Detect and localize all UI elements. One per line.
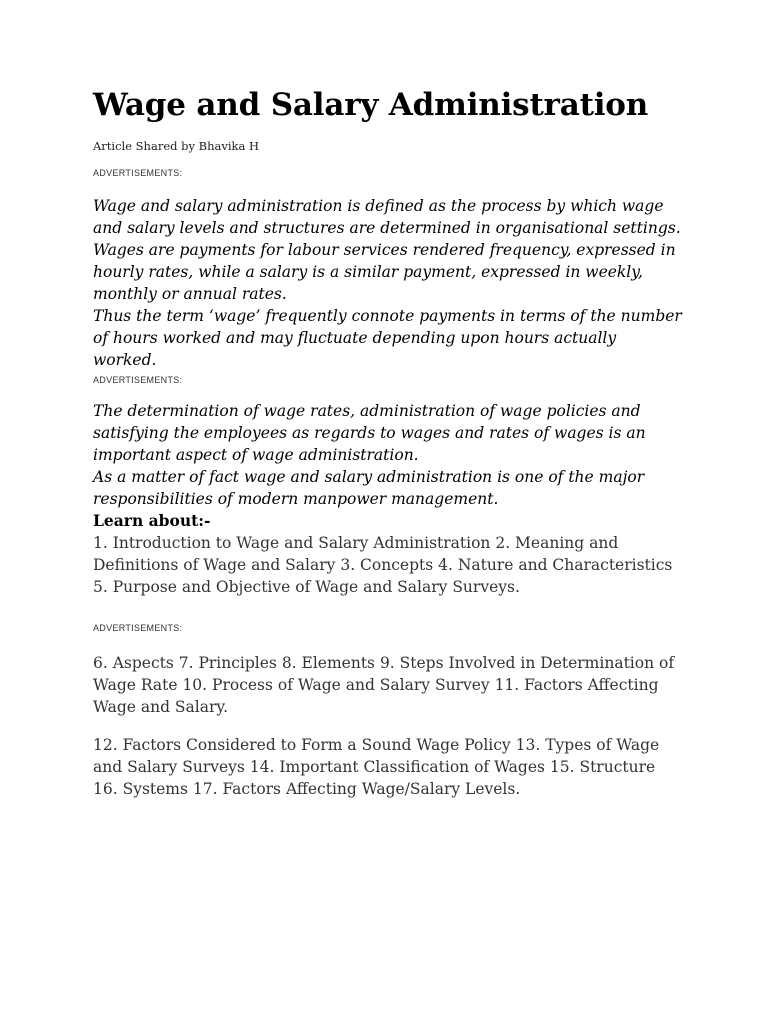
intro-text: [93, 195, 683, 371]
topics-list: 12. Factors Considered to Form a Sound Wage Policy 13. Types of Wage and Salary Surveys 14. Important Classification of Wages 15. Structure 16. Systems 17. Factors Affecting Wage/Salary Levels.: [93, 736, 660, 798]
paragraph: The determination of wage rates, administration of wage policies and satisfying the employees as regards to wages and rates of wages is an important aspect of wage administration.: [93, 402, 646, 464]
topics-list: 1. Introduction to Wage and Salary Administration 2. Meaning and Definitions of Wage and Salary 3. Concepts 4. Nature and Characteristics 5. Purpose and Objective of Wage and Salary Surveys.: [93, 534, 673, 596]
advertisement-label: ADVERTISEMENTS:: [93, 168, 183, 178]
paragraph: Thus the term ‘wage’ frequently connote payments in terms of the number of hours worked and may fluctuate depending upon hours actually worked.: [93, 307, 682, 369]
paragraph: As a matter of fact wage and salary administration is one of the major responsibilities of modern manpower management.: [93, 468, 645, 508]
topics-list: 6. Aspects 7. Principles 8. Elements 9. Steps Involved in Determination of Wage Rate 10. Process of Wage and Salary Survey 11. Factors Affecting Wage and Salary.: [93, 654, 675, 716]
advertisement-label: ADVERTISEMENTS:: [93, 623, 183, 633]
advertisement-label: ADVERTISEMENTS:: [93, 375, 183, 385]
second-text: [93, 400, 683, 510]
learn-about-heading: Learn about:-: [93, 511, 211, 530]
paragraph: Wages are payments for labour services rendered frequency, expressed in hourly rates, while a salary is a similar payment, expressed in weekly, monthly or annual rates.: [93, 241, 676, 303]
article: [93, 86, 683, 800]
article-byline: Article Shared by Bhavika H: [93, 139, 260, 153]
paragraph: Wage and salary administration is defined as the process by which wage and salary levels and structures are determined in organisational settings.: [93, 197, 681, 237]
article-title: Wage and Salary Administration: [93, 87, 649, 123]
